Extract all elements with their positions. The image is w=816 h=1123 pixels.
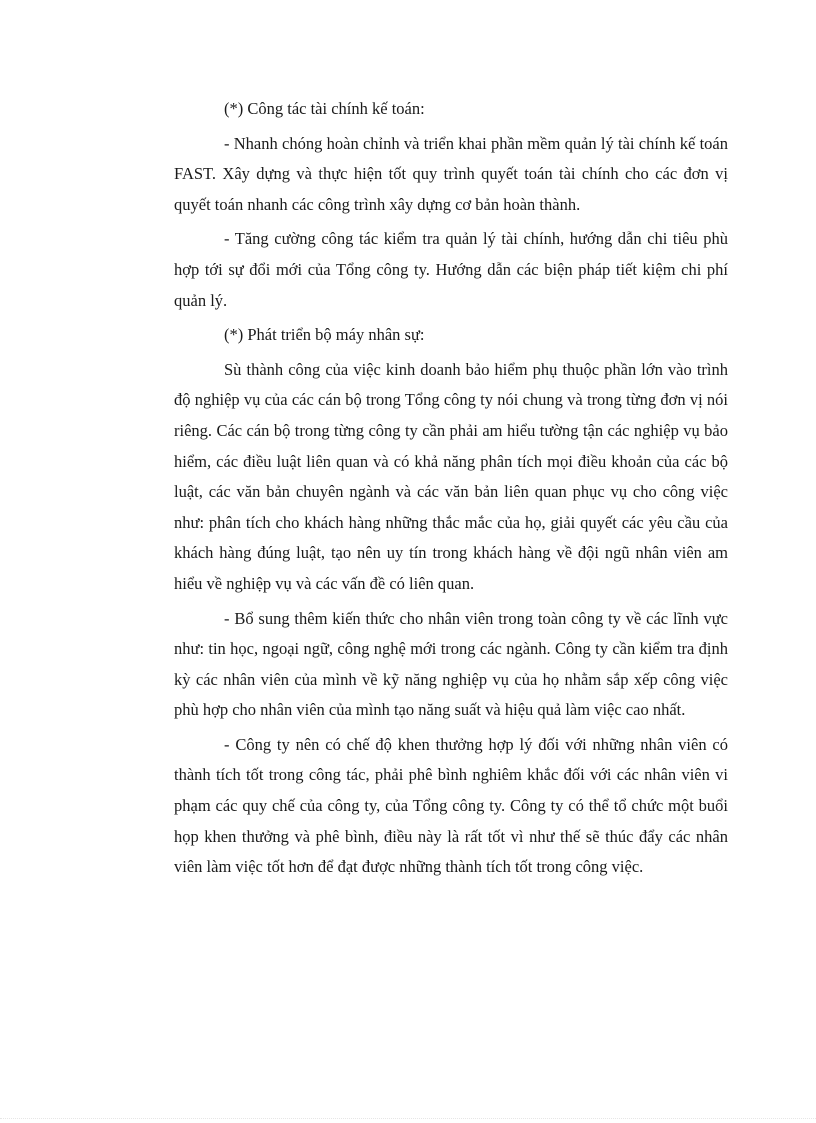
section-heading-personnel: (*) Phát triển bộ máy nhân sự: <box>224 325 425 345</box>
paragraph-financial-inspection: - Tăng cường công tác kiểm tra quản lý tài chính, hướng dẫn chi tiêu phù hợp tới sự đổi mới của Tổng công ty. Hướng dẫn các biện pháp tiết kiệm chi phí quản lý. <box>174 229 728 310</box>
paragraph-staff-expertise: Sù thành công của việc kinh doanh bảo hiểm phụ thuộc phần lớn vào trình độ nghiệp vụ của các cán bộ trong Tổng công ty nói chung và trong từng đơn vị nói riêng. Các cán bộ trong từng công ty cần phải am hiểu tường tận các nghiệp vụ bảo hiểm, các điều luật liên quan và có khả năng phân tích mọi điều khoản của các bộ luật, các văn bản chuyên ngành và các văn bản liên quan phục vụ cho công việc như: phân tích cho khách hàng những thắc mắc của họ, giải quyết các yêu cầu của khách hàng đúng luật, tạo nên uy tín trong khách hàng về đội ngũ nhân viên am hiểu về nghiệp vụ và các vấn đề có liên quan. <box>174 359 728 593</box>
document-body <box>174 94 728 887</box>
section-heading-finance: (*) Công tác tài chính kế toán: <box>224 99 425 118</box>
page-bottom-divider <box>0 1118 816 1119</box>
paragraph-rewards: - Công ty nên có chế độ khen thưởng hợp lý đối với những nhân viên có thành tích tốt trong công tác, phải phê bình nghiêm khắc đối với các nhân viên vi phạm các quy chế của công ty, của Tổng công ty. Công ty có thể tổ chức một buổi họp khen thưởng và phê bình, điều này là rất tốt vì như thế sẽ thúc đẩy các nhân viên làm việc tốt hơn để đạt được những thành tích tốt trong công việc. <box>174 734 728 877</box>
paragraph-fast-software: - Nhanh chóng hoàn chỉnh và triển khai phần mềm quản lý tài chính kế toán FAST. Xây dựng và thực hiện tốt quy trình quyết toán tài chính cho các đơn vị quyết toán nhanh các công trình xây dựng cơ bản hoàn thành. <box>174 133 728 214</box>
paragraph-training: - Bổ sung thêm kiến thức cho nhân viên trong toàn công ty về các lĩnh vực như: tin học, ngoại ngữ, công nghệ mới trong các ngành. Công ty cần kiểm tra định kỳ các nhân viên của mình về kỹ năng nghiệp vụ của họ nhằm sắp xếp công việc phù hợp cho nhân viên của mình tạo năng suất và hiệu quả làm việc cao nhất. <box>174 608 728 720</box>
